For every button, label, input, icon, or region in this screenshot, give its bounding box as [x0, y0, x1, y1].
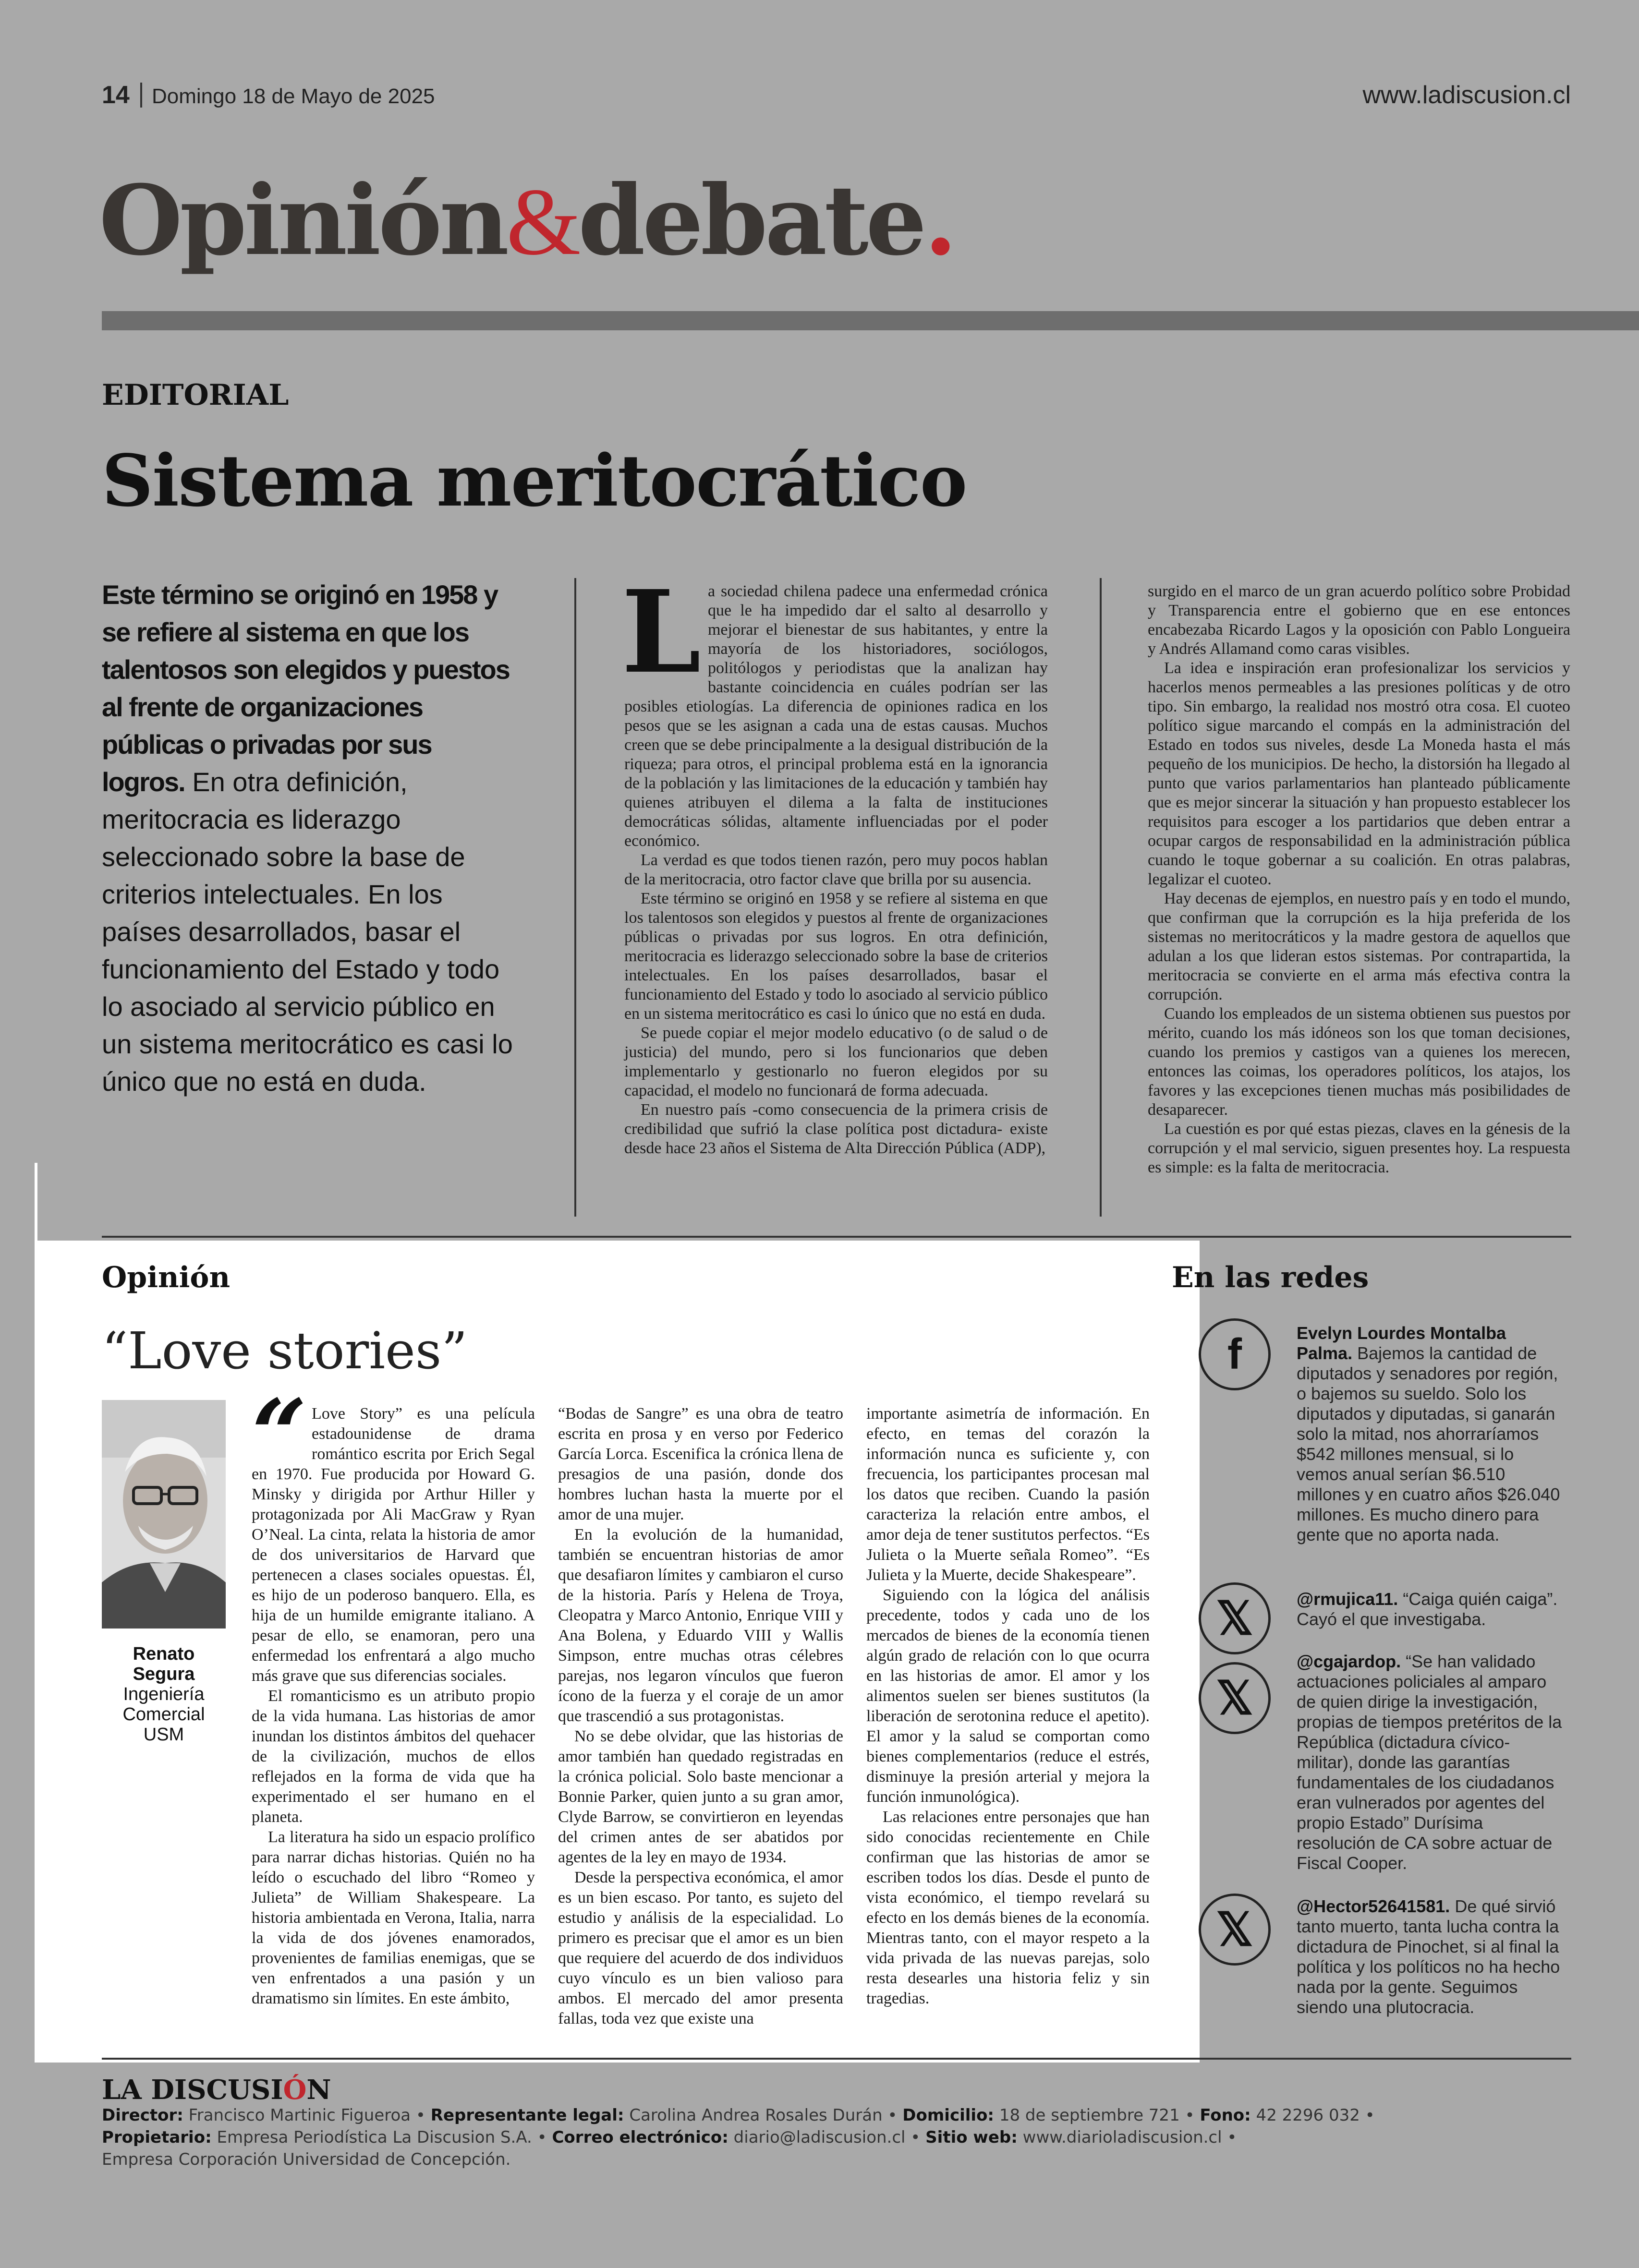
column-divider — [1100, 578, 1102, 1217]
page-number: 14 — [102, 81, 130, 109]
paragraph: surgido en el marco de un gran acuerdo político sobre Probidad y Transparencia entre el gobierno que en ese entonces encabezaba Ricardo Lagos y la oposición con Pablo Longueira y Andrés Allamand como caras visibles. — [1148, 582, 1570, 658]
logo-text-end: N — [306, 2074, 331, 2106]
x-icon: 𝕏 — [1199, 1894, 1271, 1966]
post-text: De qué sirvió tanto muerto, tanta lucha contra la dictadura de Pinochet, si al final la política y los políticos no ha hecho nada por la gente. Seguimos siendo una plutocracia. — [1297, 1896, 1560, 2017]
social-section-label: En las redes — [1172, 1261, 1369, 1294]
footer-value: Empresa Periodística La Discusion S.A. • — [211, 2128, 552, 2147]
social-post — [1297, 1323, 1566, 1545]
editorial-lead — [102, 576, 515, 1100]
column-divider — [574, 578, 576, 1217]
paragraph: importante asimetría de información. En efecto, en temas del corazón la información nunca es suficiente y, con frecuencia, los participantes procesan mal los datos que reciben. Cuando la pasión caracteriza la relación entre ambos, el amor deja de tener sustitutos perfectos. “Es Julieta o la Muerte señala Romeo”. “Es Julieta y la Muerte, decide Shakespeare”. — [866, 1405, 1150, 1584]
footer-value: 18 de septiembre 721 • — [994, 2106, 1200, 2125]
footer-label: Fono: — [1200, 2106, 1251, 2125]
footer-credits-line — [102, 2105, 1375, 2126]
paragraph: Hay decenas de ejemplos, en nuestro país y en todo el mundo, que confirman que la corrupción es la hija preferida de los sistemas no meritocráticos y la madre gestora de aquellos que adulan a los que lideran estos sistemas. Por contrapartida, la meritocracia se convierte en el arma más efectiva contra la corrupción. — [1148, 890, 1570, 1003]
section-masthead — [99, 164, 955, 277]
paragraph: El romanticismo es un atributo propio de la vida humana. Las historias de amor inundan los distintos ámbitos del quehacer de la civilización, muchos de ellos reflejados en la forma de vida que ha experimentado el ser humano en el planeta. — [252, 1687, 535, 1826]
x-icon: 𝕏 — [1199, 1582, 1271, 1654]
footer-label: Correo electrónico: — [552, 2128, 728, 2147]
paragraph: Love Story” es una película estadounidense de drama romántico escrita por Erich Segal en 1970. Fue producida por Howard G. Minsky y dirigida por Arthur Hiller y protagonizada por Ali MacGraw y Ryan O’Neal. La cinta, relata la historia de amor de dos universitarios de Harvard que pertenecen a clases sociales opuestas. Él, es hijo de un poderoso banquero. Ella, es hija de un humilde emigrante italiano. A pesar de ello, se enamoran, pero una enfermedad los enfrentará a algo mucho más grave que sus diferencias sociales. — [252, 1405, 535, 1685]
section-rule — [102, 1236, 1571, 1238]
paragraph: En nuestro país -como consecuencia de la primera crisis de credibilidad que sufrió la clase política post dictadura- existe desde hace 23 años el Sistema de Alta Dirección Pública (ADP), — [624, 1101, 1048, 1157]
social-post — [1297, 1589, 1566, 1629]
opinion-label: Opinión — [102, 1261, 231, 1294]
post-author: @rmujica11. — [1297, 1589, 1398, 1609]
post-author: @cgajardop. — [1297, 1652, 1401, 1671]
x-icon: 𝕏 — [1199, 1662, 1271, 1734]
paragraph: a sociedad chilena padece una enfermedad crónica que le ha impedido dar el salto al desarrollo y mejorar el bienestar de sus habitantes, y entre la mayoría de los historiadores, sociólogos, politólogos y periodistas que la analizan hay bastante coincidencia en cuáles podrían ser las posibles etiologías. La diferencia de opiniones radica en los pesos que se les asignan a cada una de estas causas. Muchos creen que se debe principalmente a la desigual distribución de la riqueza; para otros, el principal problema está en la ignorancia de la población y las limitaciones de la educación y también hay quienes atribuyen el dilema a la falta de instituciones democráticas sólidas, altamente influenciadas por el poder económico. — [624, 582, 1048, 850]
paragraph: Siguiendo con la lógica del análisis precedente, todos y cada uno de los mercados de bienes de la economía tienen algún grado de relación con lo que ocurra en las historias de amor. El amor y los alimentos suelen ser bienes sustitutos (la liberación de serotonina reduce el apetito). El amor y la salud se comportan como bienes complementarios (reduce el estrés, disminuye la presión arterial y mejora la función inmunológica). — [866, 1586, 1150, 1806]
website-url[interactable]: www.ladiscusion.cl — [1362, 81, 1571, 109]
post-text: Bajemos la cantidad de diputados y senadores por región, o bajemos su sueldo. Solo los diputados y diputadas, si ganarán solo la mitad, nos ahorraríamos $542 millones mensual, si lo vemos anual serían $6.510 millones y en cuatro años $26.040 millones. Es mucho dinero para gente que no aporta nada. — [1297, 1343, 1560, 1544]
page-number-divider — [140, 83, 142, 108]
footer-credits-line: Empresa Corporación Universidad de Concepción. — [102, 2150, 511, 2169]
author-role: Ingeniería Comercial USM — [122, 1684, 205, 1745]
masthead-word-opinion: Opinión — [99, 164, 507, 277]
editorial-label: EDITORIAL — [102, 378, 289, 412]
masthead-ampersand: & — [506, 169, 578, 275]
paragraph: Las relaciones entre personajes que han sido conocidas recientemente en Chile confirman que las historias de amor se escriben todos los días. Desde el punto de vista económico, el tiempo revelará su efecto en los demás bienes de la economía. Mientras tanto, con el mayor respeto a la vida privada de las nuevas parejas, solo resta desearles una historia feliz y sin tragedias. — [866, 1808, 1150, 2007]
author-portrait-image — [102, 1400, 226, 1629]
masthead-word-debate: debate — [578, 164, 924, 277]
editorial-column-1 — [621, 565, 1048, 1158]
post-text: “Se han validado actuaciones policiales al amparo de quien dirige la investigación, propias de tiempos pretéritos de la República (dictadura cívico-militar), donde las garantías fundamentales de los ciudadanos eran vulnerados por agentes del propio Estado” Durísima resolución de CA sobre actuar de Fiscal Cooper. — [1297, 1652, 1562, 1873]
footer-value: 42 2296 032 • — [1250, 2106, 1375, 2125]
masthead-rule — [102, 311, 1639, 330]
paragraph: No se debe olvidar, que las historias de amor también han quedado registradas en la crónica policial. Solo baste mencionar a Bonnie Parker, quien junto a su gran amor, Clyde Barrow, se convirtieron en leyendas del crimen antes de ser abatidos por agentes de la ley en mayo de 1934. — [558, 1727, 843, 1866]
masthead-dot: . — [923, 164, 955, 277]
paragraph: Se puede copiar el mejor modelo educativo (o de salud o de justicia) del mundo, pero si los funcionarios que deben implementarlo y gestionarlo no fueron elegidos por su capacidad, el modelo no funcionará de forma adecuada. — [624, 1024, 1048, 1099]
social-post — [1297, 1652, 1566, 1873]
footer-label: Representante legal: — [430, 2106, 624, 2125]
opinion-background-edge — [35, 1163, 37, 1241]
paragraph: Este término se originó en 1958 y se refiere al sistema en que los talentosos son elegidos y puestos al frente de organizaciones públicas o privadas por sus logros. En otra definición, meritocracia es liderazgo seleccionado sobre la base de criterios intelectuales. En los países desarrollados, basar el funcionamiento del Estado y todo lo asociado al servicio público en un sistema meritocrático es casi lo único que no está en duda. — [624, 890, 1048, 1023]
paragraph: Desde la perspectiva económica, el amor es un bien escaso. Por tanto, es sujeto del estudio y análisis de la especialidad. Lo primero es precisar que el amor es un bien que requiere del acuerdo de dos individuos cuyo vínculo es un bien valioso para ambos. El mercado del amor presenta fallas, toda vez que existe una — [558, 1869, 843, 2027]
social-post — [1297, 1896, 1566, 2017]
paragraph: La cuestión es por qué estas piezas, claves en la génesis de la corrupción y el mal servicio, siguen presentes hoy. La respuesta es simple: es la falta de meritocracia. — [1148, 1120, 1570, 1176]
opinion-title: “Love stories” — [102, 1321, 468, 1380]
editorial-column-2 — [1148, 582, 1570, 1177]
issue-date: Domingo 18 de Mayo de 2025 — [152, 84, 435, 108]
editorial-title: Sistema meritocrático — [102, 439, 967, 522]
paragraph: La verdad es que todos tienen razón, pero muy pocos hablan de la meritocracia, otro factor clave que brilla por su ausencia. — [624, 851, 1048, 888]
newspaper-logo — [102, 2074, 331, 2106]
opening-quote-mark: “ — [252, 1378, 307, 1491]
post-author: Evelyn Lourdes Montalba Palma. — [1297, 1323, 1506, 1363]
footer-label: Sitio web: — [925, 2128, 1018, 2147]
footer-rule — [102, 2058, 1571, 2060]
author-name: Renato Segura — [133, 1644, 195, 1684]
footer-value: Francisco Martinic Figueroa • — [183, 2106, 431, 2125]
opinion-column-2 — [558, 1404, 843, 2029]
drop-cap: L — [621, 565, 701, 699]
paragraph: Cuando los empleados de un sistema obtienen sus puestos por mérito, cuando los más idóneos son los que toman decisiones, cuando los premios y castigos van a quienes los merecen, entonces las coimas, los operadores políticos, los atajos, los favores y las excepciones tienen muchas más posibilidades de desaparecer. — [1148, 1005, 1570, 1119]
author-byline — [102, 1644, 226, 1745]
editorial-lead-bold: Este término se originó en 1958 y se refiere al sistema en que los talentosos son elegidos y puestos al frente de organizaciones públicas o privadas por sus logros. — [102, 579, 510, 797]
paragraph: En la evolución de la humanidad, también se encuentran historias de amor que desafiaron límites y cambiaron el curso de la historia. París y Helena de Troya, Cleopatra y Marco Antonio, Enrique VIII y Ana Bolena, y Eduardo VIII y Wallis Simpson, entre muchas otras célebres parejas, nos legaron vínculos que fueron ícono de la fuerza y el coraje de un amor que trascendió a sus protagonistas. — [558, 1526, 843, 1725]
footer-label: Propietario: — [102, 2128, 212, 2147]
paragraph: “Bodas de Sangre” es una obra de teatro escrita en prosa y en verso por Federico García Lorca. Escenifica la crónica llena de presagios de una pasión, donde dos hombres luchan hasta la muerte por el amor de una mujer. — [558, 1405, 843, 1523]
paragraph: La literatura ha sido un espacio prolífico para narrar dichas historias. Quién no ha leído o escuchado del libro “Romeo y Julieta” de William Shakespeare. La historia ambientada en Verona, Italia, narra la vida de dos jóvenes enamorados, provenientes de familias enemigas, que se ven enfrentados a una pasión y un dramatismo sin límites. En este ámbito, — [252, 1828, 535, 2007]
footer-label: Domicilio: — [902, 2106, 995, 2125]
post-text: “Caiga quién caiga”. Cayó el que investigaba. — [1297, 1589, 1558, 1629]
logo-text: LA DISCUSI — [102, 2074, 283, 2106]
footer-value: Carolina Andrea Rosales Durán • — [624, 2106, 903, 2125]
opinion-column-3 — [866, 1404, 1150, 2009]
footer-label: Director: — [102, 2106, 183, 2125]
author-photo — [102, 1400, 226, 1629]
footer-email[interactable]: diario@ladiscusion.cl • — [728, 2128, 926, 2147]
editorial-lead-rest: En otra definición, meritocracia es liderazgo seleccionado sobre la base de criterios intelectuales. En los países desarrollados, basar el funcionamiento del Estado y todo lo asociado al servicio público en un sistema meritocrático es casi lo único que no está en duda. — [102, 767, 513, 1097]
footer-website[interactable]: www.diarioladiscusion.cl • — [1017, 2128, 1237, 2147]
opinion-column-1 — [252, 1378, 535, 2009]
facebook-icon: f — [1199, 1318, 1271, 1390]
post-author: @Hector52641581. — [1297, 1896, 1450, 1916]
footer-credits-line — [102, 2127, 1237, 2148]
logo-accent-letter: Ó — [283, 2074, 307, 2106]
paragraph: La idea e inspiración eran profesionalizar los servicios y hacerlos menos permeables a las presiones políticas y de otro tipo. Sin embargo, la realidad nos mostró otra cosa. El cuoteo político sigue marcando el compás en la administración del Estado en todos sus niveles, desde La Moneda hasta el más pequeño de los municipios. De hecho, la distorsión ha llegado al punto que varios parlamentarios han planteado públicamente que es mejor sincerar la situación y han propuesto establecer los requisitos para escoger a los partidarios que deben entrar a ocupar cargos de responsabilidad en la administración pública cuando le toque gobernar a su coalición. En otras palabras, legalizar el cuoteo. — [1148, 659, 1570, 888]
